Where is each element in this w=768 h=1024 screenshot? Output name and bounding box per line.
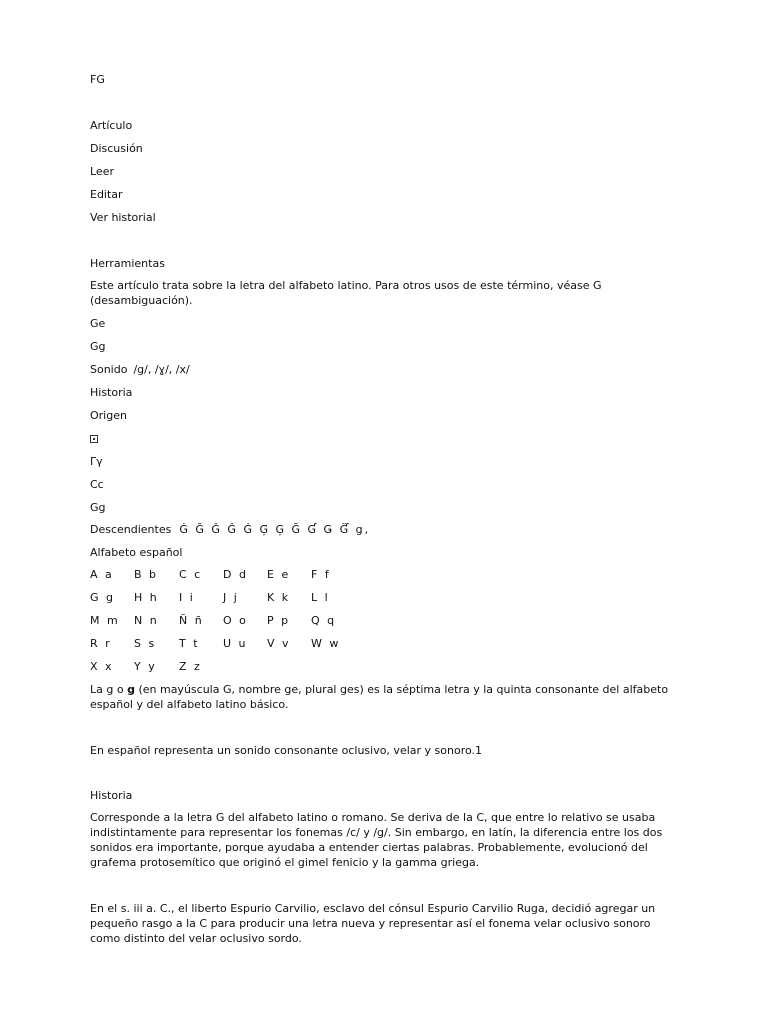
- image-placeholder-icon: [90, 431, 98, 446]
- alphabet-cell: F f: [311, 568, 331, 581]
- page-title: FG: [90, 73, 105, 86]
- infobox-historia: Historia: [90, 386, 133, 399]
- alphabet-cell: Z z: [179, 660, 202, 673]
- historia-paragraph-1: Corresponde a la letra G del alfabeto latino o romano. Se deriva de la C, que entre lo relativo se usaba indistintamente para representar los fonemas /c/ y /g/. Sin embargo, en latín, la diferencia entre los dos sonidos era importante, porque ayudaba a entender ciertas palabras. Probablemente, evolucionó del grafema protosemítico que originó el gimel fenicio y la gamma griega.: [90, 811, 663, 869]
- alphabet-cell: M m: [90, 614, 120, 627]
- alphabet-cell: W w: [311, 637, 341, 650]
- descendientes-label: Descendientes: [90, 523, 172, 536]
- infobox-gamma: Γγ: [90, 455, 103, 468]
- tab-leer[interactable]: Leer: [90, 165, 114, 178]
- infobox-gg: Gg: [90, 340, 106, 353]
- tab-ver-historial[interactable]: Ver historial: [90, 211, 156, 224]
- alphabet-cell: D d: [223, 568, 248, 581]
- alphabet-cell: O o: [223, 614, 248, 627]
- infobox-ge: Ge: [90, 317, 106, 330]
- alphabet-cell: H h: [134, 591, 159, 604]
- hatnote: Este artículo trata sobre la letra del alfabeto latino. Para otros usos de este término, véase G (desambiguación).: [90, 279, 602, 307]
- alphabet-cell: B b: [134, 568, 159, 581]
- alphabet-cell: U u: [223, 637, 248, 650]
- infobox-origen: Origen: [90, 409, 127, 422]
- sonido-label: Sonido: [90, 363, 128, 376]
- alphabet-cell: E e: [267, 568, 291, 581]
- infobox-gg2: Gg: [90, 501, 106, 514]
- tab-discusion[interactable]: Discusión: [90, 142, 143, 155]
- alphabet-cell: J j: [223, 591, 239, 604]
- intro-paragraph-2: En español representa un sonido consonante oclusivo, velar y sonoro.1: [90, 744, 483, 757]
- alphabet-cell: G g: [90, 591, 116, 604]
- alphabet-cell: V v: [267, 637, 291, 650]
- alphabet-cell: K k: [267, 591, 291, 604]
- tab-editar[interactable]: Editar: [90, 188, 123, 201]
- alphabet-cell: P p: [267, 614, 291, 627]
- tab-articulo[interactable]: Artículo: [90, 119, 133, 132]
- alphabet-cell: S s: [134, 637, 157, 650]
- infobox-cc: Cc: [90, 478, 104, 491]
- infobox-descendientes: [90, 522, 370, 537]
- alfabeto-label: Alfabeto español: [90, 546, 183, 559]
- alphabet-cell: C c: [179, 568, 203, 581]
- alphabet-cell: Ñ ñ: [179, 614, 204, 627]
- historia-paragraph-2: En el s. iii a. C., el liberto Espurio Carvilio, esclavo del cónsul Espurio Carvilio Ruga, decidió agregar un pequeño rasgo a la C para producir una letra nueva y representar así el fonema velar oclusivo sonoro como distinto del velar oclusivo sordo.: [90, 902, 656, 945]
- alphabet-cell: A a: [90, 568, 114, 581]
- section-heading-historia: Historia: [90, 789, 133, 802]
- alphabet-cell: Q q: [311, 614, 337, 627]
- alphabet-cell: I i: [179, 591, 195, 604]
- alphabet-cell: N n: [134, 614, 159, 627]
- alphabet-cell: T t: [179, 637, 200, 650]
- sonido-value: /g/, /ɣ/, /x/: [133, 363, 190, 376]
- alphabet-cell: Y y: [134, 660, 157, 673]
- alphabet-cell: L l: [311, 591, 330, 604]
- intro-paragraph-1: La g o g (en mayúscula G, nombre ge, plural ges) es la séptima letra y la quinta consonante del alfabeto español y del alfabeto latino básico.: [90, 683, 669, 711]
- tools-menu[interactable]: Herramientas: [90, 257, 165, 270]
- descendientes-value: Ǵ Ğ Ǧ Ĝ Ġ Ģ̈ Ģ Ḡ Ɠ Ǥ Ɠ̈ g,: [179, 523, 371, 536]
- alphabet-cell: R r: [90, 637, 112, 650]
- alphabet-cell: X x: [90, 660, 114, 673]
- infobox-sonido: [90, 362, 190, 377]
